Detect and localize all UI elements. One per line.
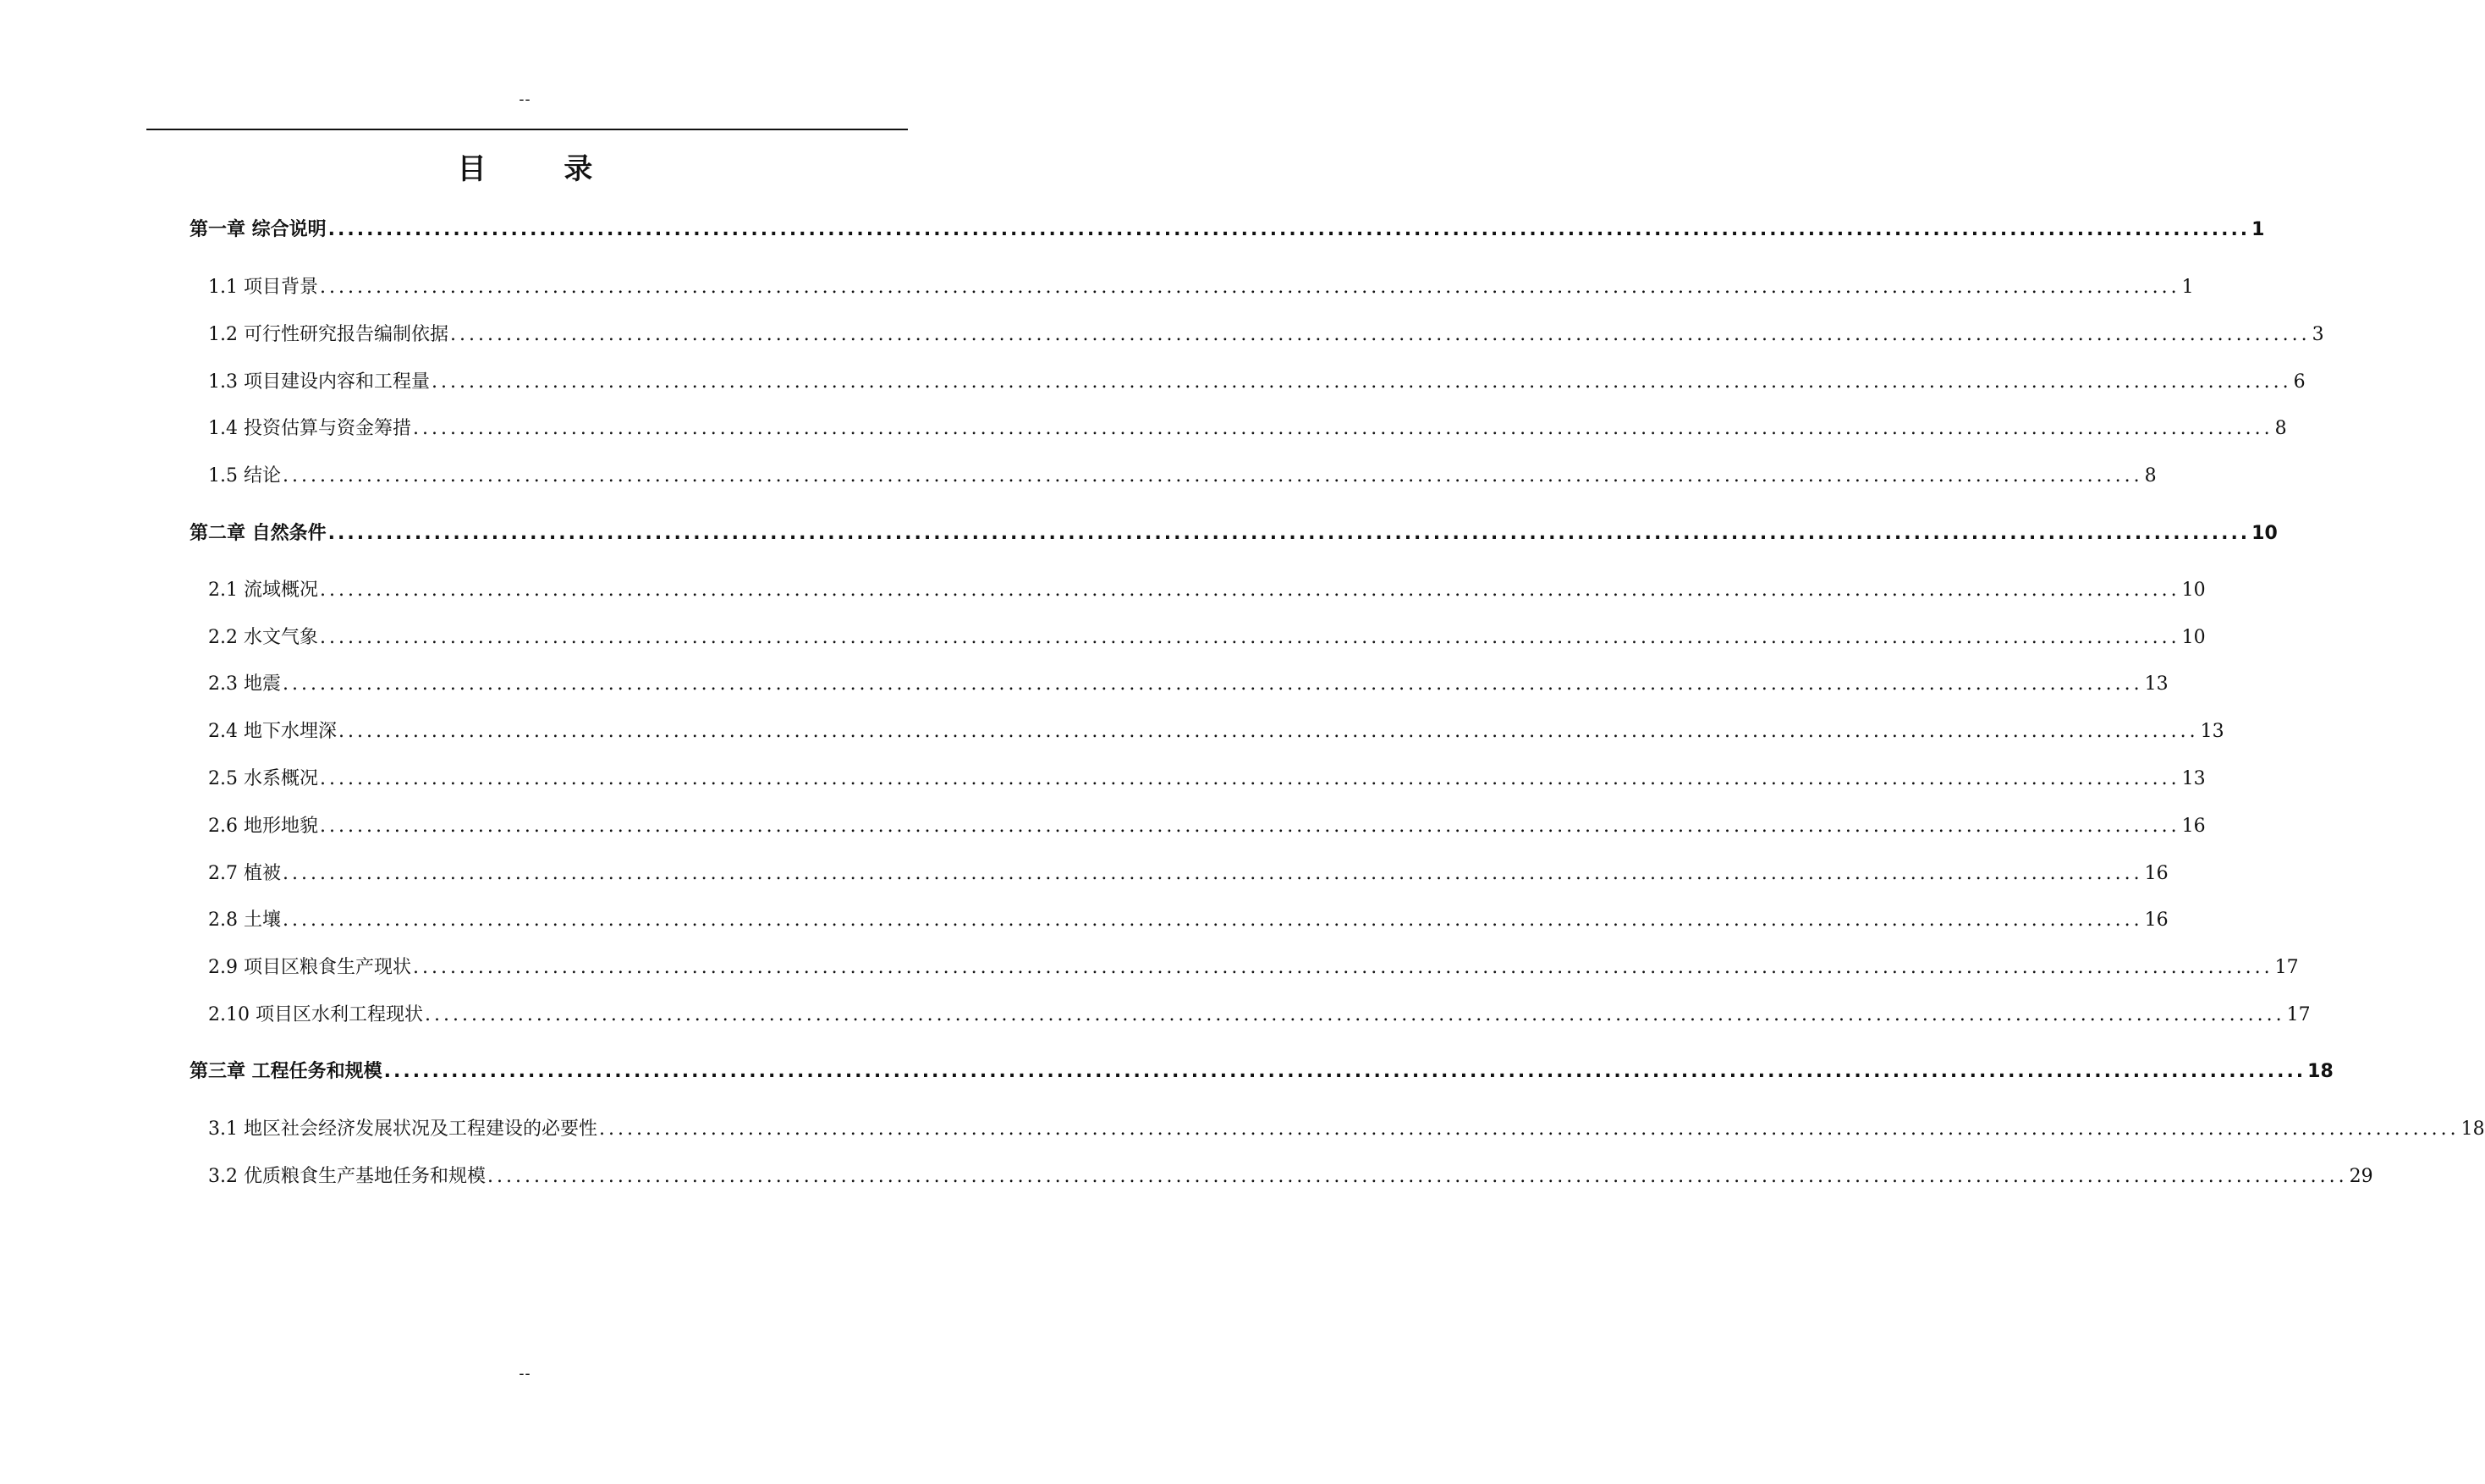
toc-section-entry[interactable] [208,415,2287,442]
toc-section-entry[interactable] [208,1002,2311,1029]
toc-dot-leader: ........................................................................................................................................................................................................ [319,277,2180,298]
toc-section-entry[interactable] [208,907,2169,934]
toc-entry-label: 2.7 植被 [208,863,281,884]
toc-page-number: 29 [2349,1166,2373,1187]
toc-dot-leader: ........................................................................................................................................................................................................ [319,580,2180,601]
toc-chapter-entry[interactable] [190,520,2278,547]
toc-page-number: 13 [2200,721,2224,742]
toc-dot-leader: ........................................................................................................................................................................................................ [327,523,2251,544]
toc-section-entry[interactable] [208,1116,2485,1143]
toc-page-number: 8 [2144,465,2157,486]
toc-dot-leader: ........................................................................................................................................................................................................ [282,465,2143,486]
toc-entry-label: 2.6 地形地貌 [208,816,318,837]
toc-page-number: 1 [2181,277,2194,298]
toc-section-entry[interactable] [208,463,2157,490]
toc-entry-label: 第一章 综合说明 [190,219,327,240]
toc-dot-leader: ........................................................................................................................................................................................................ [424,1004,2285,1025]
toc-section-entry[interactable] [208,624,2206,651]
toc-page-number: 18 [2307,1061,2334,1082]
toc-dot-leader: ........................................................................................................................................................................................................ [319,627,2180,648]
toc-section-entry[interactable] [208,954,2299,981]
toc-dot-leader: ........................................................................................................................................................................................................ [412,418,2273,439]
toc-section-entry[interactable] [208,813,2206,840]
toc-dot-leader: ........................................................................................................................................................................................................ [431,371,2292,393]
toc-section-entry[interactable] [208,860,2169,888]
toc-dot-leader: ........................................................................................................................................................................................................ [282,863,2143,884]
toc-title: 目 录 [457,152,627,186]
toc-section-entry[interactable] [208,766,2206,793]
toc-chapter-entry[interactable] [190,217,2265,244]
toc-section-entry[interactable] [208,577,2206,604]
toc-section-entry[interactable] [208,1163,2373,1190]
toc-dot-leader: ........................................................................................................................................................................................................ [282,910,2143,931]
toc-dot-leader: ........................................................................................................................................................................................................ [487,1166,2348,1187]
toc-section-entry[interactable] [208,671,2169,698]
toc-page-number: 6 [2293,371,2306,393]
toc-entry-label: 2.8 土壤 [208,910,281,931]
toc-page-number: 10 [2181,627,2206,648]
toc-entry-label: 第三章 工程任务和规模 [190,1061,382,1082]
page-header-mark: -- [519,91,531,108]
toc-entry-label: 1.4 投资估算与资金筹措 [208,418,411,439]
toc-dot-leader: ........................................................................................................................................................................................................ [598,1118,2460,1140]
toc-entry-label: 1.5 结论 [208,465,281,486]
toc-dot-leader: ........................................................................................................................................................................................................ [282,673,2143,695]
toc-dot-leader: ........................................................................................................................................................................................................ [338,721,2199,742]
toc-entry-label: 1.3 项目建设内容和工程量 [208,371,430,393]
toc-chapter-entry[interactable] [190,1058,2334,1086]
toc-page-number: 3 [2312,324,2324,345]
toc-entry-label: 2.4 地下水埋深 [208,721,337,742]
toc-entry-label: 2.2 水文气象 [208,627,318,648]
toc-page-number: 10 [2251,523,2278,544]
toc-page-number: 18 [2460,1118,2485,1140]
toc-dot-leader: ........................................................................................................................................................................................................ [319,768,2180,789]
toc-entry-label: 1.1 项目背景 [208,277,318,298]
toc-entry-label: 2.9 项目区粮食生产现状 [208,957,411,978]
toc-section-entry[interactable] [208,369,2306,396]
toc-page-number: 16 [2144,910,2169,931]
toc-entry-label: 2.10 项目区水利工程现状 [208,1004,423,1025]
toc-page-number: 17 [2274,957,2299,978]
toc-entry-label: 2.1 流域概况 [208,580,318,601]
toc-page-number: 16 [2181,816,2206,837]
toc-dot-leader: ........................................................................................................................................................................................................ [383,1061,2306,1082]
page-footer-mark: -- [519,1365,531,1382]
toc-page-number: 16 [2144,863,2169,884]
toc-entry-label: 2.3 地震 [208,673,281,695]
toc-entry-label: 3.1 地区社会经济发展状况及工程建设的必要性 [208,1118,597,1140]
toc-entry-label: 2.5 水系概况 [208,768,318,789]
toc-page-number: 17 [2286,1004,2311,1025]
toc-dot-leader: ........................................................................................................................................................................................................ [412,957,2273,978]
toc-dot-leader: ........................................................................................................................................................................................................ [319,816,2180,837]
toc-page-number: 13 [2144,673,2169,695]
toc-section-entry[interactable] [208,322,2324,349]
toc-page-number: 10 [2181,580,2206,601]
toc-page-number: 8 [2274,418,2287,439]
toc-dot-leader: ........................................................................................................................................................................................................ [449,324,2311,345]
toc-entry-label: 1.2 可行性研究报告编制依据 [208,324,448,345]
toc-entry-label: 第二章 自然条件 [190,523,327,544]
toc-dot-leader: ........................................................................................................................................................................................................ [327,219,2251,240]
toc-page-number: 1 [2251,219,2265,240]
toc-entry-label: 3.2 优质粮食生产基地任务和规模 [208,1166,486,1187]
toc-section-entry[interactable] [208,718,2224,745]
toc-section-entry[interactable] [208,274,2194,301]
toc-page-number: 13 [2181,768,2206,789]
